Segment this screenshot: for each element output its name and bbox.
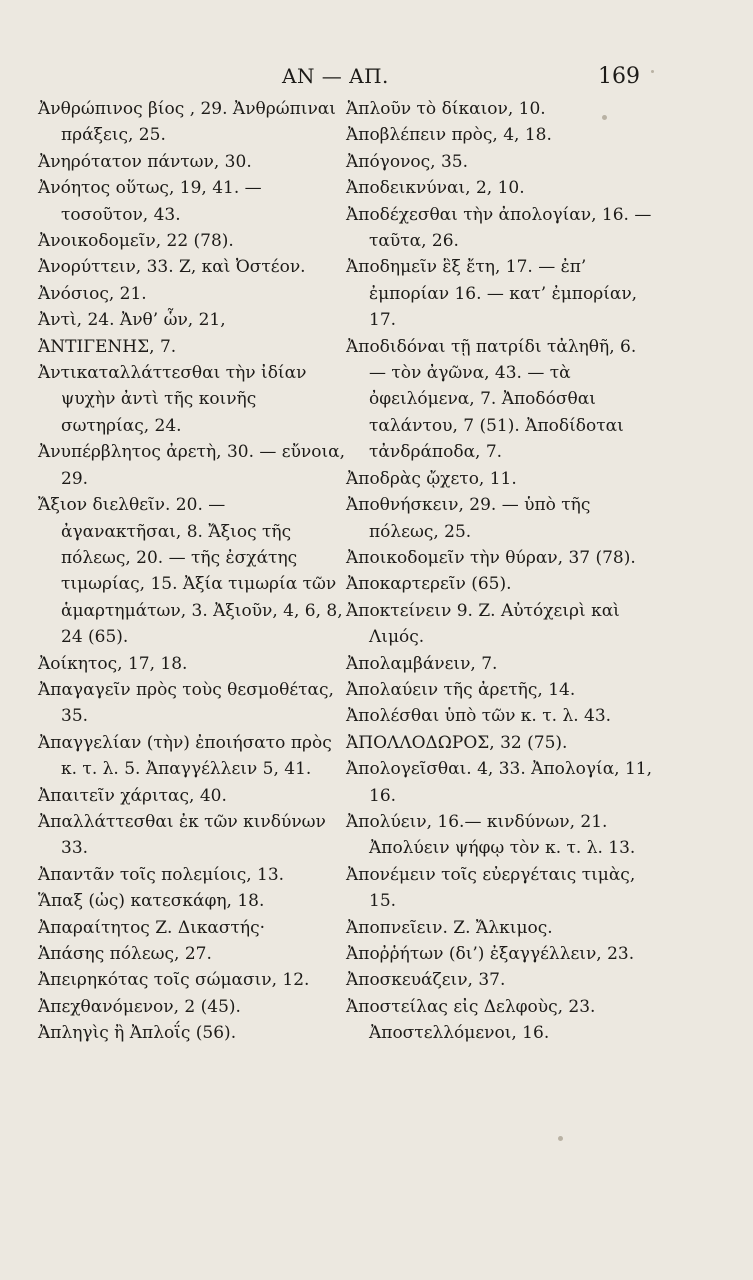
index-entry: ἈΝΤΙΓΕΝΗΣ, 7.: [38, 336, 177, 357]
index-entry: Ἀπολαμβάνειν, 7.: [346, 653, 498, 674]
index-entry: Ἀποδρὰς ᾤχετο, 11.: [346, 468, 517, 489]
page-number: 169: [598, 64, 640, 89]
index-entry: Ἀποβλέπειν πρὸς, 4, 18.: [346, 125, 552, 146]
index-entry: Ἀπαλλάττεσθαι ἐκ τῶν κινδύνων 33.: [38, 811, 326, 859]
index-entry: Ἀντικαταλλάττεσθαι τὴν ἰδίαν ψυχὴν ἀντὶ τῆς κοινῆς σωτηρίας, 24.: [38, 363, 307, 436]
index-entry: Ἀπαγαγεῖν πρὸς τοὺς θεσμοθέτας, 35.: [38, 679, 334, 727]
index-entry: Ἀπολύειν, 16.— κινδύνων, 21. Ἀπολύειν ψήφῳ τὸν κ. τ. λ. 13.: [346, 811, 636, 859]
index-entry: Ἀνυπέρβλητος ἀρετὴ, 30. — εὔνοια, 29.: [38, 442, 346, 489]
index-entry: Ἀνόσιος, 21.: [38, 283, 147, 304]
index-entry: Ἀποδεικνύναι, 2, 10.: [346, 178, 525, 199]
index-entry: Ἀνοικοδομεῖν, 22 (78).: [38, 231, 234, 252]
paper-speck: [558, 1136, 563, 1141]
index-entry: Ἀποδημεῖν ἓξ ἔτη, 17. — ἐπ’ ἐμπορίαν 16. — κατ’ ἐμπορίαν, 17.: [346, 257, 638, 331]
index-entry: Ἀποικοδομεῖν τὴν θύραν, 37 (78).: [346, 547, 636, 568]
index-entry: Ἀντὶ, 24. Ἀνθ’ ὧν, 21,: [38, 310, 226, 331]
index-entry: Ἀπαγγελίαν (τὴν) ἐποιήσατο πρὸς κ. τ. λ. 5. Ἀπαγγέλλειν 5, 41.: [38, 732, 332, 780]
index-entry: Ἀπαραίτητος Ζ. Δικαστής·: [38, 917, 266, 938]
index-column-left: [38, 96, 346, 1047]
index-entry: Ἀποδιδόναι τῇ πατρίδι τἀληθῆ, 6. — τὸν ἀγῶνα, 43. — τὰ ὀφειλόμενα, 7. Ἀποδόσθαι ταλάντου, 7 (51). Ἀποδίδοται τἀνδράποδα, 7.: [346, 336, 637, 463]
index-entry: Ἀποκαρτερεῖν (65).: [346, 574, 512, 595]
index-entry: Ἄξιον διελθεῖν. 20. — ἀγανακτῆσαι, 8. Ἄξιος τῆς πόλεως, 20. — τῆς ἐσχάτης τιμωρίας, 15. Ἀξία τιμωρία τῶν ἁμαρτημάτων, 3. Ἀξιοῦν, 4, 6, 8, 24 (65).: [38, 495, 343, 648]
paper-speck: [602, 115, 607, 120]
index-entry: Ἁπλοῦν τὸ δίκαιον, 10.: [346, 99, 546, 119]
index-entry: Ἀνόητος οὕτως, 19, 41. — τοσοῦτον, 43.: [38, 178, 262, 225]
index-entry: Ἀπόγονος, 35.: [346, 151, 469, 172]
index-entry: Ἀνορύττειν, 33. Ζ, καὶ Ὀστέον.: [38, 257, 306, 278]
running-head: ΑΝ — ΑΠ.: [282, 64, 389, 88]
index-entry: Ἀπονέμειν τοῖς εὐεργέταις τιμὰς, 15.: [346, 864, 636, 912]
index-entry: Ἀπολέσθαι ὑπὸ τῶν κ. τ. λ. 43.: [346, 706, 612, 727]
index-entry: Ἀποδέχεσθαι τὴν ἀπολογίαν, 16. — ταῦτα, 26.: [346, 204, 652, 252]
index-entry: Ἀπληγὶς ἢ Ἀπλοΐς (56).: [38, 1023, 237, 1044]
index-entry: Ἀποκτείνειν 9. Ζ. Αὐτόχειρὶ καὶ Λιμός.: [346, 600, 620, 648]
index-entry: Ἀποπνεῖειν. Ζ. Ἄλκιμος.: [346, 917, 553, 938]
index-entry: Ἀοίκητος, 17, 18.: [38, 653, 188, 674]
index-entry: Ἀποστείλας εἰς Δελφοὺς, 23. Ἀποστελλόμενοι, 16.: [346, 996, 596, 1044]
index-column-right: [346, 96, 656, 1047]
index-entry: ἈΠΟΛΛΟΔΩΡΟΣ, 32 (75).: [346, 732, 568, 753]
index-entry: Ἀπαντᾶν τοῖς πολεμίοις, 13.: [38, 864, 285, 885]
index-entry: Ἀπολογεῖσθαι. 4, 33. Ἀπολογία, 11, 16.: [346, 759, 653, 806]
index-entry: Ἀπεχθανόμενον, 2 (45).: [38, 996, 241, 1017]
index-entry: Ἀποθνήσκειν, 29. — ὑπὸ τῆς πόλεως, 25.: [346, 495, 591, 542]
index-entry: Ἀπαιτεῖν χάριτας, 40.: [38, 785, 227, 806]
index-entry: Ἀπειρηκότας τοῖς σώμασιν, 12.: [38, 970, 310, 991]
index-entry: Ἀνθρώπινος βίος , 29. Ἀνθρώπιναι πράξεις, 25.: [38, 99, 336, 146]
index-entry: Ἁπάσης πόλεως, 27.: [38, 944, 212, 964]
index-entry: Ἀπολαύειν τῆς ἀρετῆς, 14.: [346, 679, 576, 700]
paper-speck: [651, 70, 654, 73]
index-entry: Ἅπαξ (ὡς) κατεσκάφη, 18.: [38, 891, 265, 912]
index-entry: Ἀποῤῥήτων (δι’) ἐξαγγέλλειν, 23.: [346, 944, 635, 964]
index-entry: Ἀποσκευάζειν, 37.: [346, 970, 506, 991]
index-entry: Ἀνηρότατον πάντων, 30.: [38, 151, 252, 172]
